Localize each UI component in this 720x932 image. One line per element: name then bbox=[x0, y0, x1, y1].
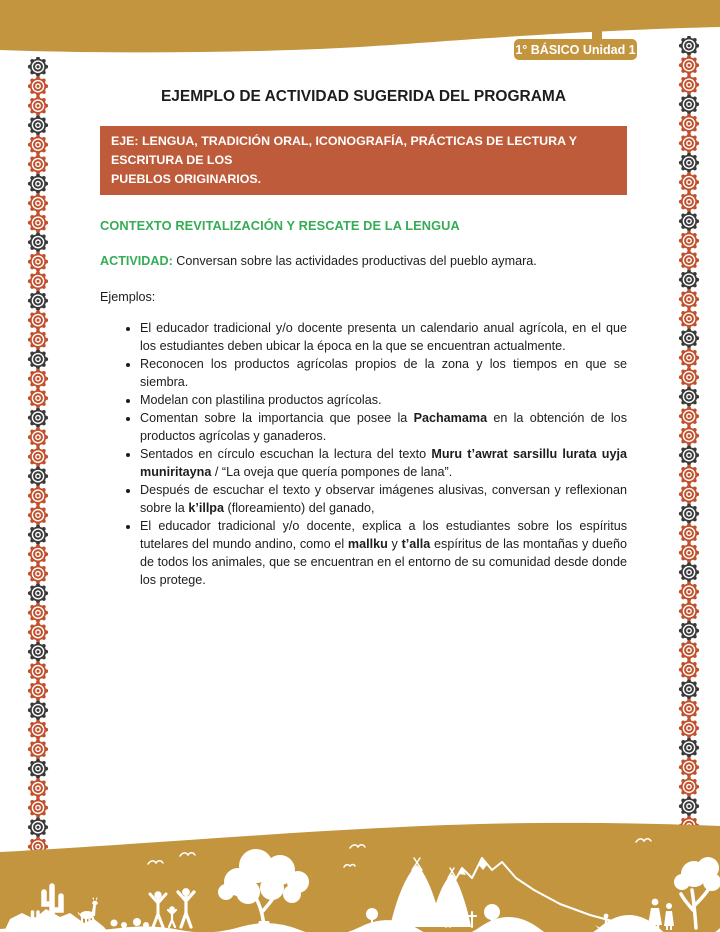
example-item bbox=[140, 481, 627, 517]
eje-banner-line1: EJE: LENGUA, TRADICIÓN ORAL, ICONOGRAFÍA, PRÁCTICAS DE LECTURA Y ESCRITURA DE LOS bbox=[111, 134, 577, 167]
content-area bbox=[100, 88, 627, 589]
bullet-text: Comentan sobre la importancia que posee la Pachamama en la obtención de los productos agrícolas y ganaderos. bbox=[140, 410, 627, 443]
page-title: EJEMPLO DE ACTIVIDAD SUGERIDA DEL PROGRAMA bbox=[160, 88, 567, 105]
bullet-text: Sentados en círculo escuchan la lectura del texto Muru t’awrat sarsillu lurata uyja muniritayna / “La oveja que quería pompones de lana”. bbox=[140, 446, 627, 479]
bullet-text: El educador tradicional y/o docente, explica a los estudiantes sobre los espíritus tutelares del mundo andino, como el mallku y t’alla espíritus de las montañas y dueño de todos los animales, que se encuentran en el entorno de su comunidad desde donde los protege. bbox=[140, 518, 628, 587]
example-item bbox=[140, 445, 627, 481]
right-border-ornament bbox=[678, 36, 700, 836]
eje-banner-line2: PUEBLOS ORIGINARIOS. bbox=[111, 172, 262, 186]
bullet-text: Después de escuchar el texto y observar imágenes alusivas, conversan y reflexionan sobre la k’illpa (floreamiento) del ganado, bbox=[140, 482, 627, 515]
example-item bbox=[140, 355, 627, 391]
context-heading: CONTEXTO REVITALIZACIÓN Y RESCATE DE LA LENGUA bbox=[100, 218, 460, 233]
activity-line bbox=[100, 252, 627, 270]
bullet-text: El educador tradicional y/o docente presenta un calendario anual agrícola, en el que los estudiantes deben ubicar la época en la que se encuentran actualmente. bbox=[140, 320, 627, 353]
examples-heading: Ejemplos: bbox=[100, 290, 156, 304]
footer-band-shape bbox=[0, 823, 720, 932]
bullet-text: Modelan con plastilina productos agrícolas. bbox=[140, 392, 382, 407]
unit-badge-label: 1° BÁSICO Unidad 1 bbox=[515, 43, 636, 57]
header-band bbox=[0, 0, 720, 72]
eje-banner bbox=[100, 126, 627, 195]
left-border-ornament bbox=[27, 57, 49, 860]
example-item bbox=[140, 319, 627, 355]
activity-text: Conversan sobre las actividades productivas del pueblo aymara. bbox=[176, 254, 537, 268]
example-item bbox=[140, 409, 627, 445]
bullet-text: Reconocen los productos agrícolas propios de la zona y los tiempos en que se siembra. bbox=[140, 356, 627, 389]
example-item bbox=[140, 517, 627, 589]
example-list bbox=[100, 319, 627, 589]
activity-label: ACTIVIDAD: bbox=[100, 254, 173, 268]
footer-art bbox=[0, 822, 720, 932]
example-item bbox=[140, 391, 627, 409]
